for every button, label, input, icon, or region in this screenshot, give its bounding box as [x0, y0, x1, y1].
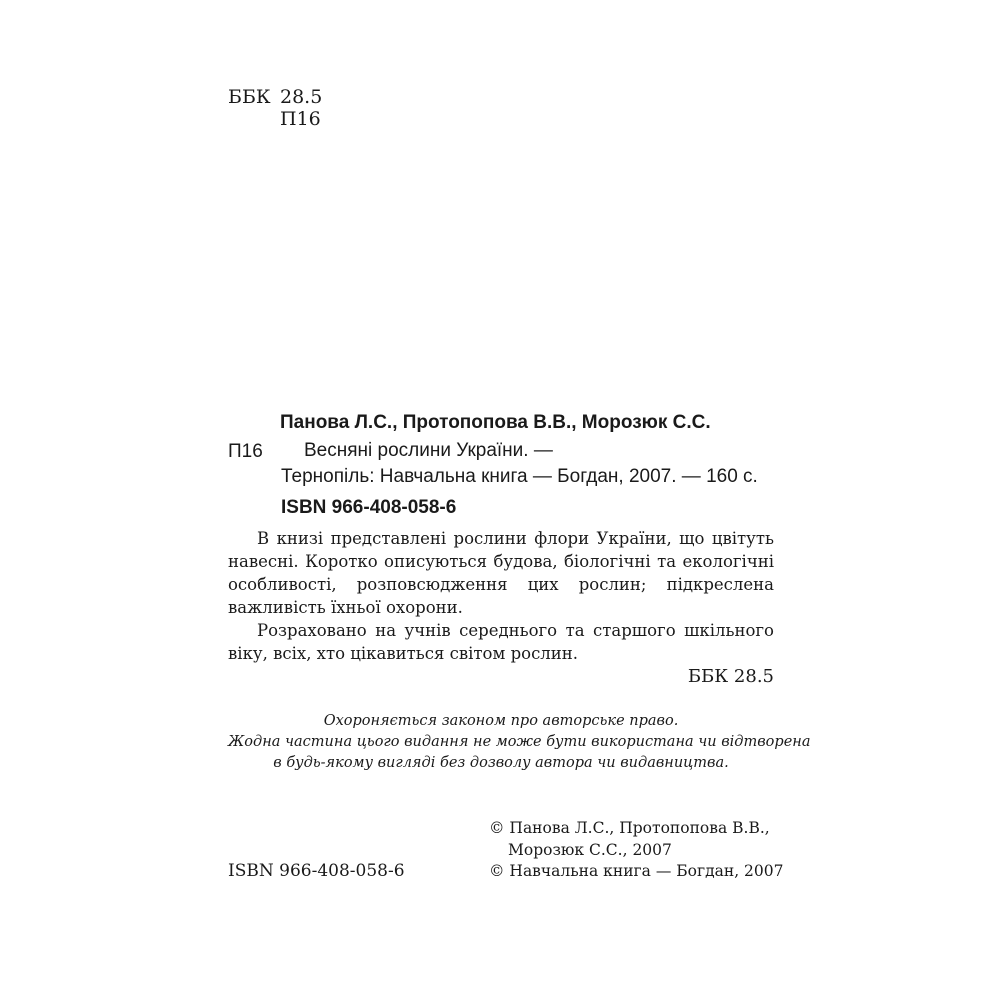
- bbk-label: ББК: [228, 86, 271, 108]
- copyright-notice: [228, 711, 811, 774]
- copyright-authors-line-2: Морозюк С.С., 2007: [508, 840, 672, 859]
- classification-block: [228, 86, 322, 130]
- notice-line-2: Жодна частина цього видання не може бути використана чи відтворена: [228, 734, 811, 750]
- notice-line-3: в будь-якому вигляді без дозволу автора чи видавництва.: [273, 755, 729, 771]
- catalog-isbn: ISBN 966-408-058-6: [281, 497, 457, 518]
- author-mark: П16: [280, 108, 321, 130]
- annotation: [228, 527, 774, 665]
- bbk-value: 28.5: [280, 86, 323, 108]
- annotation-paragraph-2: Розраховано на учнів середнього та старшого шкільного віку, всіх, хто цікавиться світом рослин.: [228, 621, 774, 663]
- catalog-authors: Панова Л.С., Протопопова В.В., Морозюк С.С.: [280, 412, 711, 433]
- copyright-authors-line-1: © Панова Л.С., Протопопова В.В.,: [489, 819, 770, 837]
- footer-isbn: ISBN 966-408-058-6: [228, 861, 405, 881]
- annotation-paragraph-1: В книзі представлені рослини флори України, що цвітуть навесні. Коротко описуються будова, біологічні та екологічні особливості, розповсюдження цих рослин; підкреслена важливість їхньої охорони.: [228, 529, 774, 617]
- catalog-code: П16: [228, 441, 263, 462]
- notice-line-1: Охороняється законом про авторське право.: [323, 713, 679, 729]
- catalog-title: Весняні рослини України. —: [304, 440, 553, 461]
- annotation-bbk: ББК 28.5: [687, 666, 774, 687]
- copyright-block: [489, 818, 784, 883]
- catalog-publication: Тернопіль: Навчальна книга — Богдан, 2007. — 160 с.: [281, 466, 758, 487]
- copyright-publisher: © Навчальна книга — Богдан, 2007: [489, 862, 784, 880]
